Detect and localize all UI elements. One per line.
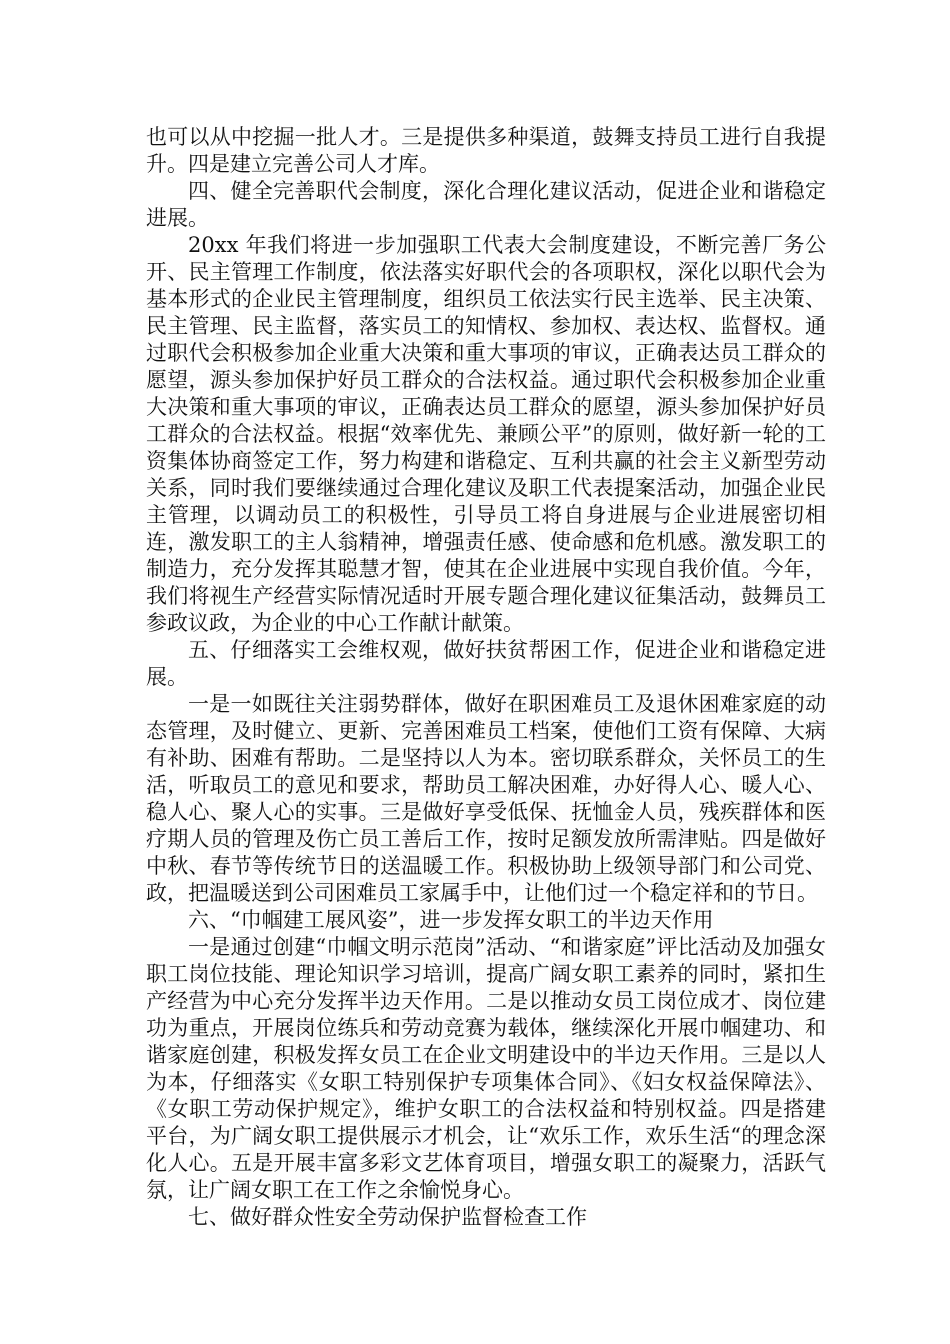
paragraph-female-workers: 一是通过创建“巾帼文明示范岗”活动、“和谐家庭”评比活动及加强女职工岗位技能、理论知识学习培训，提高广阔女职工素养的同时，紧扣生产经营为中心充分发挥半边天作用。二是以推动女员工岗位成才、岗位建功为重点，开展岗位练兵和劳动竞赛为载体，继续深化开展巾帼建功、和谐家庭创建，积极发挥女员工在企业文明建设中的半边天作用。三是以人为本，仔细落实《女职工特别保护专项集体合同》、《妇女权益保障法》、《女职工劳动保护规定》，维护女职工的合法权益和特别权益。四是搭建平台，为广阔女职工提供展示才机会，让“欢乐工作，欢乐生活“的理念深化人心。五是开展丰富多彩文艺体育项目，增强女职工的凝聚力，活跃气氛，让广阔女职工在工作之余愉悦身心。 — [146, 935, 826, 1202]
paragraph-poverty-relief: 一是一如既往关注弱势群体，做好在职困难员工及退休困难家庭的动态管理，及时健立、更新、完善困难员工档案，使他们工资有保障、大病有补助、困难有帮助。二是坚持以人为本。密切联系群众，关怀员工的生活，听取员工的意见和要求，帮助员工解决困难，办好得人心、暖人心、稳人心、聚人心的实事。三是做好享受低保、抚恤金人员，残疾群体和医疗期人员的管理及伤亡员工善后工作，按时足额发放所需津贴。四是做好中秋、春节等传统节日的送温暖工作。积极协助上级领导部门和公司党、政，把温暖送到公司困难员工家属手中，让他们过一个稳定祥和的节日。 — [146, 692, 826, 905]
heading-section-seven: 七、做好群众性安全劳动保护监督检查工作 — [188, 1205, 587, 1229]
heading-section-five: 五、仔细落实工会维权观，做好扶贫帮困工作，促进企业和谐稳定进展。 — [146, 638, 826, 689]
heading-section-four: 四、健全完善职代会制度，深化合理化建议活动，促进企业和谐稳定进展。 — [146, 179, 826, 230]
heading-section-six: 六、“巾帼建工展风姿”，进一步发挥女职工的半边天作用 — [188, 908, 714, 932]
document-body — [146, 124, 826, 1231]
paragraph-talent-pool: 也可以从中挖掘一批人才。三是提供多种渠道，鼓舞支持员工进行自我提升。四是建立完善公司人才库。 — [146, 125, 826, 176]
paragraph-workers-congress: 20xx 年我们将进一步加强职工代表大会制度建设，不断完善厂务公开、民主管理工作制度，依法落实好职代会的各项职权，深化以职代会为基本形式的企业民主管理制度，组织员工依法实行民主选举、民主决策、民主管理、民主监督，落实员工的知情权、参加权、表达权、监督权。通过职代会积极参加企业重大决策和重大事项的审议，正确表达员工群众的愿望，源头参加保护好员工群众的合法权益。通过职代会积极参加企业重大决策和重大事项的审议，正确表达员工群众的愿望，源头参加保护好员工群众的合法权益。根据“效率优先、兼顾公平”的原则，做好新一轮的工资集体协商签定工作，努力构建和谐稳定、互利共赢的社会主义新型劳动关系，同时我们要继续通过合理化建议及职工代表提案活动，加强企业民主管理，以调动员工的积极性，引导员工将自身进展与企业进展密切相连，激发职工的主人翁精神，增强责任感、使命感和危机感。激发职工的制造力，充分发挥其聪慧才智，使其在企业进展中实现自我价值。今年，我们将视生产经营实际情况适时开展专题合理化建议征集活动，鼓舞员工参政议政，为企业的中心工作献计献策。 — [146, 233, 826, 635]
